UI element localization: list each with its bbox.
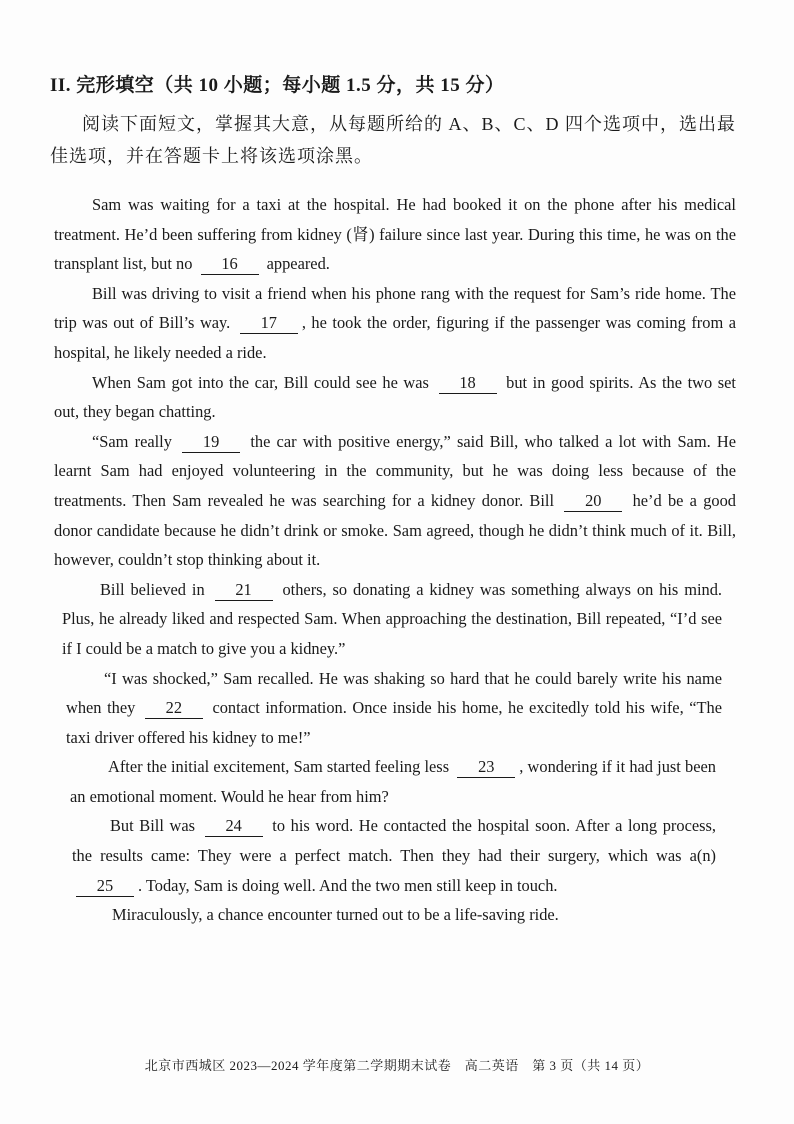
paragraph-text: After the initial excitement, Sam started feeling less — [108, 757, 450, 777]
paragraph-text: to his word. He contacted the hospital soon. After a long process, the results came: They were a perfect match. Then they had their surgery, which was a(n) — [72, 816, 716, 866]
blank-24: 24 — [205, 816, 263, 837]
section-instructions: 阅读下面短文，掌握其大意，从每题所给的 A、B、C、D 四个选项中，选出最佳选项，并在答题卡上将该选项涂黑。 — [50, 114, 737, 166]
passage-paragraph — [54, 368, 736, 427]
paragraph-text: “Sam really — [92, 431, 172, 451]
paragraph-text: Sam was waiting for a taxi at the hospital. He had booked it on the phone after his medical treatment. He’d been suffering from kidney (肾) failure since last year. During this time, he was on the transplant list, but no — [54, 195, 736, 274]
passage-paragraph — [54, 427, 736, 575]
passage-paragraph — [54, 575, 736, 664]
paragraph-text: , he took the order, figuring if the passenger was coming from a hospital, he likely needed a ride. — [54, 313, 736, 362]
blank-18: 18 — [439, 373, 497, 394]
blank-23: 23 — [457, 757, 515, 778]
passage-paragraph — [54, 752, 736, 811]
paragraph-text: When Sam got into the car, Bill could see he was — [92, 372, 429, 392]
passage-paragraph — [54, 900, 736, 930]
paragraph-text: others, so donating a kidney was something always on his mind. Plus, he already liked and respected Sam. When approaching the destination, Bill repeated, “I’d see if I could be a match to give you a kidney.” — [62, 579, 722, 658]
paragraph-text: “I was shocked,” Sam recalled. He was shaking so hard that he could barely write his name when they — [66, 668, 722, 718]
blank-22: 22 — [145, 698, 203, 719]
paragraph-text: contact information. Once inside his home, he excitedly told his wife, “The taxi driver offered his kidney to me!” — [66, 698, 722, 747]
blank-16: 16 — [201, 254, 259, 275]
paragraph-text: Bill was driving to visit a friend when his phone rang with the request for Sam’s ride home. The trip was out of Bill’s way. — [54, 283, 736, 333]
paragraph-text: , wondering if it had just been an emotional moment. Would he hear from him? — [70, 757, 716, 806]
cloze-passage — [54, 190, 736, 930]
paragraph-text: . Today, Sam is doing well. And the two men still keep in touch. — [138, 875, 558, 895]
blank-21: 21 — [215, 580, 273, 601]
page-footer: 北京市西城区 2023—2024 学年度第二学期期末试卷 高二英语 第 3 页（共 14 页） — [144, 1058, 650, 1073]
passage-paragraph — [54, 279, 736, 368]
paragraph-text: but in good spirits. As the two set out, they began chatting. — [54, 372, 736, 422]
blank-20: 20 — [564, 491, 622, 512]
section-title: II. 完形填空（共 10 小题；每小题 1.5 分，共 15 分） — [50, 75, 505, 96]
paragraph-text: appeared. — [266, 254, 330, 274]
blank-19: 19 — [182, 432, 240, 453]
blank-17: 17 — [240, 313, 298, 334]
passage-paragraph — [54, 190, 736, 279]
paragraph-text: Miraculously, a chance encounter turned out to be a life-saving ride. — [112, 905, 559, 925]
paragraph-text: But Bill was — [110, 816, 196, 836]
paragraph-text: the car with positive energy,” said Bill, who talked a lot with Sam. He learnt Sam had enjoyed volunteering in the community, but he was doing less because of the treatments. Then Sam revealed he was searching for a kidney donor. Bill — [54, 431, 736, 510]
paragraph-text: Bill believed in — [100, 579, 205, 599]
blank-25: 25 — [76, 876, 134, 897]
passage-paragraph — [54, 664, 736, 753]
passage-paragraph — [54, 811, 736, 900]
paragraph-text: he’d be a good donor candidate because he didn’t drink or smoke. Sam agreed, though he didn’t think much of it. Bill, however, couldn’t stop thinking about it. — [54, 490, 736, 570]
